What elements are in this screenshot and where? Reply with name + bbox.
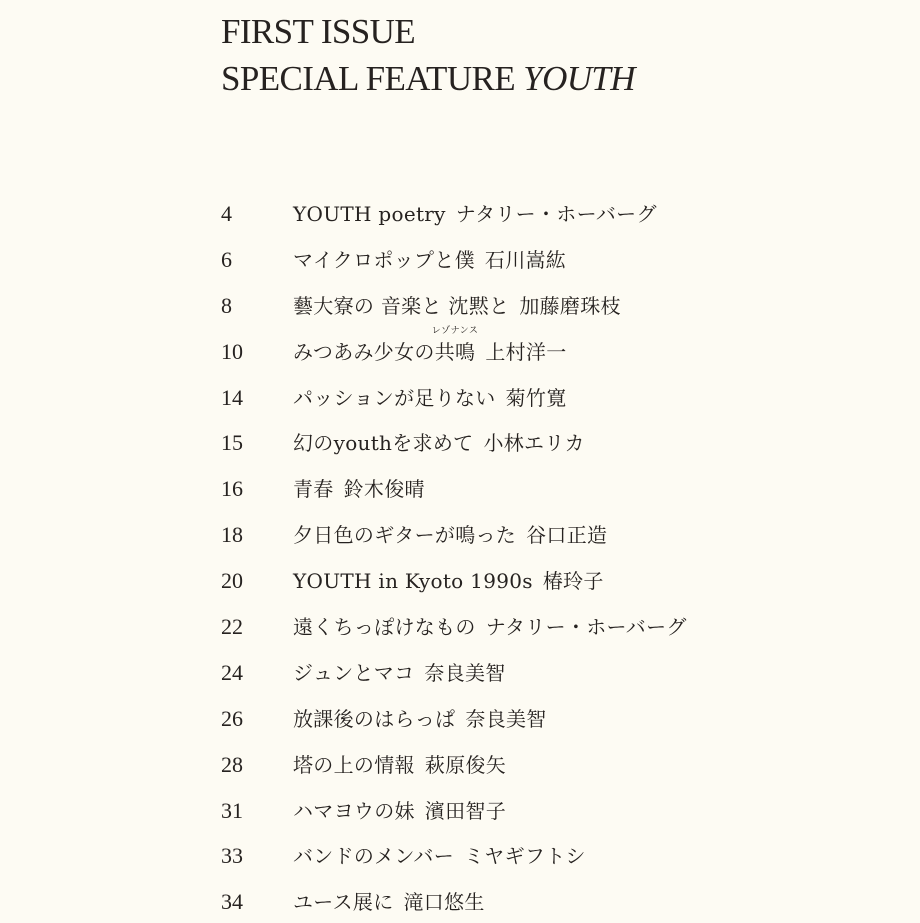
entry-text — [293, 796, 506, 826]
entry-text — [293, 887, 485, 917]
ruby-annotated-word — [431, 325, 479, 367]
toc-entry — [221, 510, 901, 556]
toc-entry — [221, 189, 901, 235]
entry-title: 放課後のはらっぱ — [293, 706, 456, 731]
page-number: 24 — [221, 659, 243, 685]
entry-text — [293, 199, 657, 229]
entry-title: 夕日色のギターが鳴った — [293, 523, 517, 548]
entry-author: 谷口正造 — [526, 523, 608, 548]
page-number: 26 — [221, 705, 243, 731]
entry-author: 加藤磨珠枝 — [519, 293, 621, 318]
entry-title: 藝大寮の 音楽と 沈黙と — [293, 293, 510, 318]
entry-text — [293, 750, 506, 780]
entry-title — [293, 325, 479, 364]
entry-text — [293, 658, 506, 688]
page-number: 22 — [221, 614, 243, 640]
entry-author: 濱田智子 — [424, 798, 507, 823]
entry-text — [293, 474, 425, 504]
toc-entry — [221, 602, 901, 648]
toc-entry — [221, 648, 901, 694]
entry-title: 遠くちっぽけなもの — [293, 615, 476, 640]
toc-entry — [221, 877, 901, 923]
entry-author: 石川嵩紘 — [484, 247, 567, 272]
entry-author: 上村洋一 — [485, 339, 567, 364]
toc-entry — [221, 281, 901, 327]
entry-title: マイクロポップと僕 — [293, 247, 475, 272]
page-number: 31 — [221, 797, 243, 823]
page-number: 18 — [221, 522, 243, 548]
table-of-contents — [221, 189, 901, 923]
entry-author: 奈良美智 — [424, 660, 506, 685]
page-number: 15 — [221, 430, 243, 456]
page-number: 16 — [221, 476, 243, 502]
special-feature-label — [221, 55, 635, 102]
entry-text — [293, 612, 687, 642]
entry-text — [293, 245, 566, 275]
entry-title: YOUTH poetry — [293, 202, 446, 226]
ruby-reading: レゾナンス — [431, 325, 479, 336]
toc-entry — [221, 235, 901, 281]
entry-text — [293, 566, 604, 596]
entry-author: 菊竹寛 — [505, 385, 567, 410]
feature-name: YOUTH — [523, 59, 635, 98]
entry-author: ミヤギフトシ — [464, 844, 586, 869]
toc-entry — [221, 831, 901, 877]
entry-author: 奈良美智 — [465, 706, 547, 731]
entry-title: ジュンとマコ — [293, 660, 415, 685]
page-number: 20 — [221, 568, 243, 594]
entry-title: YOUTH in Kyoto 1990s — [293, 569, 533, 594]
entry-text — [293, 520, 607, 550]
issue-heading — [221, 8, 635, 102]
entry-title: ユース展に — [293, 890, 394, 915]
page-number: 34 — [221, 889, 243, 915]
special-feature-prefix: SPECIAL FEATURE — [221, 59, 516, 98]
ruby-base: 共鳴 — [434, 339, 476, 364]
entry-author: 滝口悠生 — [403, 890, 485, 915]
entry-text — [293, 428, 585, 458]
toc-entry — [221, 556, 901, 602]
entry-text — [293, 291, 621, 321]
page-number: 14 — [221, 384, 243, 410]
entry-text — [293, 383, 567, 413]
toc-entry — [221, 786, 901, 832]
entry-title: ハマヨウの妹 — [293, 798, 415, 823]
entry-title: バンドのメンバー — [293, 844, 454, 869]
entry-title: 塔の上の情報 — [293, 752, 415, 777]
entry-title: 幻のyouthを求めて — [293, 431, 474, 456]
entry-author: 小林エリカ — [483, 431, 585, 456]
entry-title-text: みつあみ少女の — [293, 339, 435, 364]
page-number: 6 — [221, 246, 232, 272]
entry-text — [293, 325, 567, 367]
page-number: 8 — [221, 292, 232, 318]
entry-title: 青春 — [293, 477, 334, 502]
entry-text — [293, 841, 586, 871]
toc-entry — [221, 464, 901, 510]
entry-text — [293, 704, 547, 734]
entry-author: 萩原俊矢 — [424, 752, 507, 777]
page-number: 10 — [221, 338, 243, 364]
page-number: 4 — [221, 201, 232, 226]
toc-entry — [221, 327, 901, 373]
issue-label: FIRST ISSUE — [221, 12, 416, 51]
toc-entry — [221, 740, 901, 786]
entry-title: パッションが足りない — [293, 385, 496, 410]
toc-entry — [221, 418, 901, 464]
entry-author: 椿玲子 — [542, 569, 604, 594]
entry-author: ナタリー・ホーバーグ — [455, 202, 657, 226]
toc-entry — [221, 373, 901, 419]
page-number: 28 — [221, 751, 243, 777]
toc-entry — [221, 694, 901, 740]
entry-author: ナタリー・ホーバーグ — [485, 615, 687, 640]
entry-author: 鈴木俊晴 — [343, 477, 425, 502]
page-number: 33 — [221, 843, 243, 869]
